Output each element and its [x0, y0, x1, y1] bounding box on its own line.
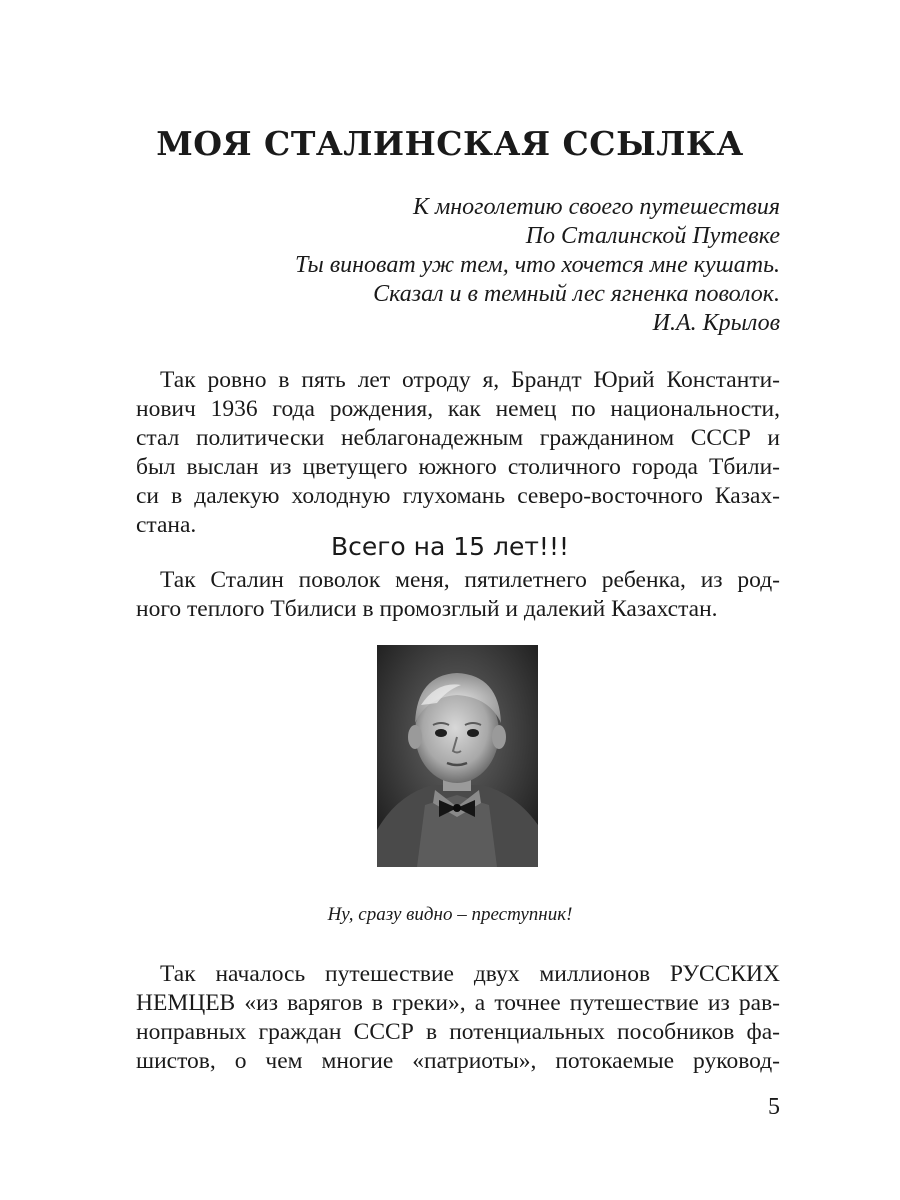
- epigraph-line: По Сталинской Путевке: [525, 223, 780, 249]
- paragraph-line: ноправных граждан СССР в потенциальных пособников фа-: [136, 1019, 780, 1045]
- paragraph-line: был выслан из цветущего южного столичного города Тбили-: [136, 454, 780, 480]
- page-number: 5: [768, 1094, 780, 1120]
- paragraph-line: си в далекую холодную глухомань северо-восточного Казах-: [136, 483, 780, 509]
- epigraph-line: К многолетию своего путешествия: [413, 194, 780, 220]
- paragraph-line: стана.: [136, 512, 197, 538]
- portrait-image: [377, 645, 538, 867]
- paragraph-third: [136, 960, 780, 1076]
- paragraph-line: нович 1936 года рождения, как немец по национальности,: [136, 396, 780, 422]
- paragraph-line: ного теплого Тбилиси в промозглый и далекий Казахстан.: [136, 596, 718, 622]
- epigraph-author: И.А. Крылов: [652, 310, 780, 336]
- paragraph-line: шистов, о чем многие «патриоты», потокаемые руковод-: [136, 1048, 780, 1074]
- chapter-title: МОЯ СТАЛИНСКАЯ ССЫЛКА: [156, 124, 744, 163]
- paragraph-line: НЕМЦЕВ «из варягов в греки», а точнее путешествие из рав-: [136, 990, 780, 1016]
- paragraph-intro: [136, 366, 780, 540]
- emphasis-line: Всего на 15 лет!!!: [330, 532, 569, 561]
- child-portrait-photo: [377, 645, 538, 867]
- photo-caption: Ну, сразу видно – преступник!: [327, 904, 573, 925]
- paragraph-second: [136, 566, 780, 624]
- paragraph-line: Так началось путешествие двух миллионов РУССКИХ: [160, 961, 780, 987]
- epigraph-line: Ты виноват уж тем, что хочется мне кушать.: [295, 252, 780, 278]
- epigraph-line: Сказал и в темный лес ягненка поволок.: [373, 281, 780, 307]
- epigraph: [240, 193, 780, 338]
- paragraph-line: Так Сталин поволок меня, пятилетнего ребенка, из род-: [160, 567, 780, 593]
- paragraph-line: Так ровно в пять лет отроду я, Брандт Юрий Константи-: [160, 367, 780, 393]
- paragraph-line: стал политически неблагонадежным гражданином СССР и: [136, 425, 780, 451]
